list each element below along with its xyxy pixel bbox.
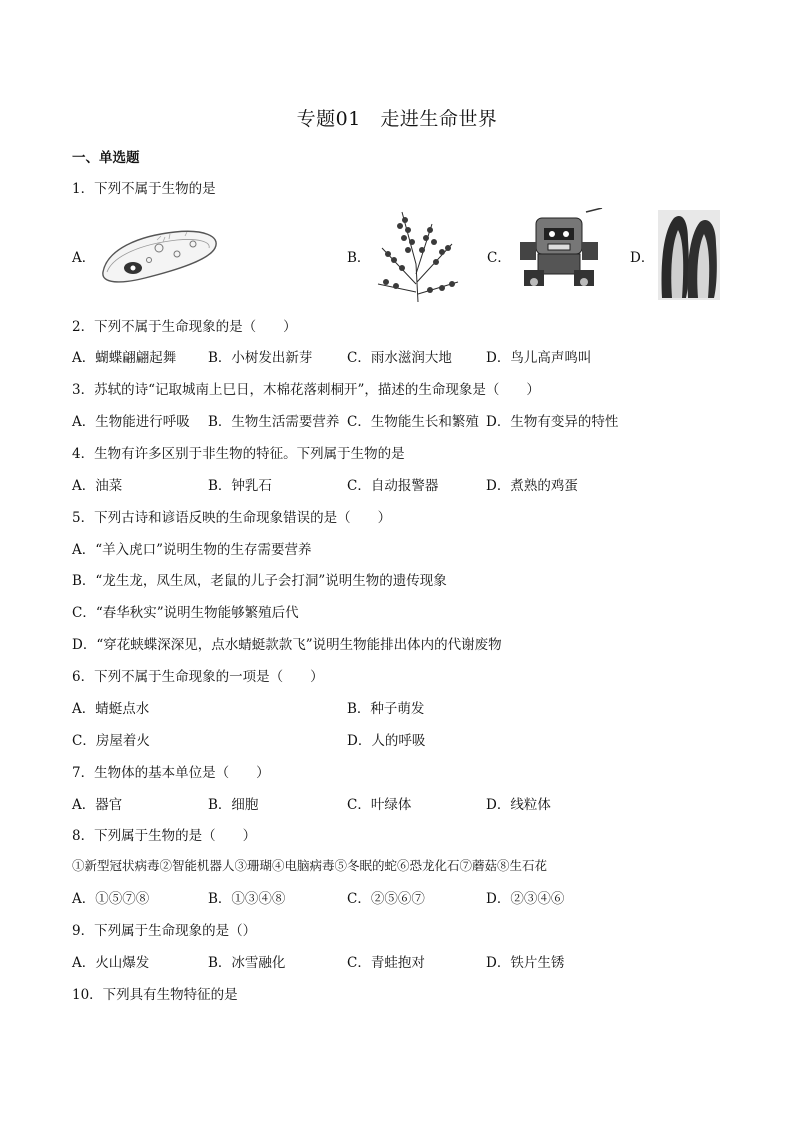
q6-option-a: A．蜻蜓点水 [72,701,150,717]
q5-option-b: B．“龙生龙，凤生凤，老鼠的儿子会打洞”说明生物的遗传现象 [72,573,447,589]
q2-option-d: D．鸟儿高声鸣叫 [486,350,592,366]
q5-option-c: C．“春华秋实”说明生物能够繁殖后代 [72,605,299,621]
q3-option-d: D．生物有变异的特性 [486,414,619,430]
q3-option-b: B．生物生活需要营养 [208,414,340,430]
toy-robot-image [516,208,606,290]
question-1-stem: 1．下列不属于生物的是 [72,181,216,197]
question-10-stem: 10．下列具有生物特征的是 [72,987,238,1003]
question-5-stem: 5．下列古诗和谚语反映的生命现象错误的是（ ） [72,510,392,526]
question-7-stem: 7．生物体的基本单位是（ ） [72,765,270,781]
q5-option-d: D．“穿花蛱蝶深深见，点水蜻蜓款款飞”说明生物能排出体内的代谢废物 [72,637,502,653]
q1-option-b-label: B． [347,250,371,266]
q7-option-b: B．细胞 [208,797,259,813]
q8-option-c: C．②⑤⑥⑦ [347,891,425,907]
q9-option-d: D．铁片生锈 [486,955,565,971]
q3-option-a: A．生物能进行呼吸 [72,414,190,430]
question-2-stem: 2．下列不属于生命现象的是（ ） [72,319,297,335]
page-title: 专题01 走进生命世界 [296,108,498,130]
q7-option-d: D．线粒体 [486,797,551,813]
q1-option-d-label: D． [630,250,655,266]
q6-option-b: B．种子萌发 [347,701,425,717]
question-3-stem: 3．苏轼的诗“记取城南上巳日，木棉花落刺桐开”，描述的生命现象是（ ） [72,382,540,398]
q1-option-c-label: C． [487,250,511,266]
fern-image [372,204,464,304]
q8-option-b: B．①③④⑧ [208,891,286,907]
q6-option-d: D．人的呼吸 [347,733,426,749]
paramecium-image [97,222,225,288]
question-9-stem: 9．下列属于生命现象的是（） [72,923,257,939]
penguins-image [658,210,720,300]
q9-option-c: C．青蛙抱对 [347,955,425,971]
q7-option-a: A．器官 [72,797,123,813]
question-8-stem: 8．下列属于生物的是（ ） [72,828,257,844]
q2-option-c: C．雨水滋润大地 [347,350,452,366]
q7-option-c: C．叶绿体 [347,797,412,813]
q4-option-b: B．钟乳石 [208,478,272,494]
q2-option-b: B．小树发出新芽 [208,350,313,366]
q3-option-c: C．生物能生长和繁殖 [347,414,479,430]
q1-option-a-label: A． [72,250,96,266]
q2-option-a: A．蝴蝶翩翩起舞 [72,350,177,366]
q4-option-d: D．煮熟的鸡蛋 [486,478,578,494]
q4-option-a: A．油菜 [72,478,123,494]
question-4-stem: 4．生物有许多区别于非生物的特征。下列属于生物的是 [72,446,405,462]
q8-option-d: D．②③④⑥ [486,891,565,907]
question-6-stem: 6．下列不属于生命现象的一项是（ ） [72,669,324,685]
q8-option-a: A．①⑤⑦⑧ [72,891,150,907]
q5-option-a: A．“羊入虎口”说明生物的生存需要营养 [72,542,312,558]
q8-item-list: ①新型冠状病毒②智能机器人③珊瑚④电脑病毒⑤冬眠的蛇⑥恐龙化石⑦蘑菇⑧生石花 [72,858,548,873]
section-heading: 一、单选题 [72,150,140,166]
q9-option-a: A．火山爆发 [72,955,150,971]
q4-option-c: C．自动报警器 [347,478,439,494]
q6-option-c: C．房屋着火 [72,733,150,749]
q9-option-b: B．冰雪融化 [208,955,286,971]
